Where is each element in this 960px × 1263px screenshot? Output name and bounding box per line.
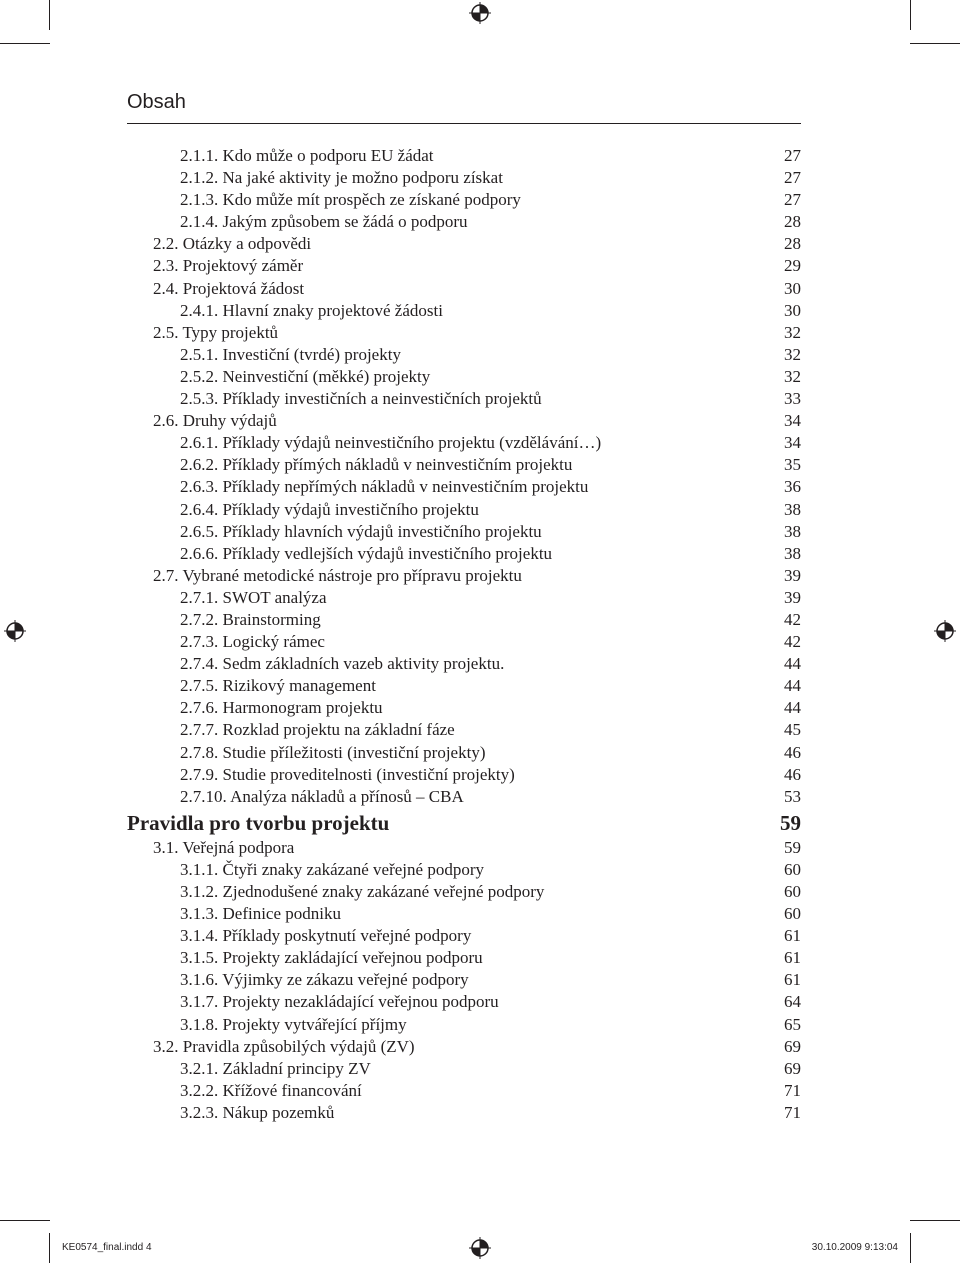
toc-entry-title	[180, 388, 542, 410]
toc-page-number: 35	[784, 455, 801, 475]
toc-entry-text: Projekty vytvářející příjmy	[222, 1014, 407, 1034]
toc-row	[127, 233, 801, 255]
toc-entry-title	[180, 1058, 371, 1080]
toc-entry-text: Rizikový management	[222, 676, 376, 696]
toc-entry-number: 3.1.	[153, 837, 179, 857]
toc-row	[127, 925, 801, 947]
toc-entry-text: Pravidla pro tvorbu projektu	[127, 810, 390, 835]
toc-entry-number: 3.1.2.	[180, 882, 219, 901]
toc-entry-number: 3.1.5.	[180, 948, 219, 968]
toc-entry-text: Zjednodušené znaky zakázané veřejné podpory	[222, 882, 545, 901]
toc-entry-title	[153, 255, 303, 277]
registration-mark-icon	[4, 620, 26, 642]
toc-row	[127, 300, 801, 322]
toc-page-number: 36	[784, 477, 801, 497]
slug-file: KE0574_final.indd 4	[62, 1242, 152, 1253]
toc-entry-text: Harmonogram projektu	[222, 698, 383, 718]
table-of-contents	[127, 145, 801, 1124]
toc-entry-title	[180, 969, 469, 991]
toc-page-number: 38	[784, 521, 801, 541]
toc-entry-title	[180, 991, 499, 1013]
toc-entry-number: 2.1.3.	[180, 190, 219, 210]
toc-row	[127, 587, 801, 609]
toc-page-number: 65	[784, 1014, 801, 1034]
toc-entry-title	[180, 859, 484, 881]
crop-mark	[49, 0, 50, 30]
toc-entry-number: 2.3.	[153, 256, 179, 276]
toc-entry-title	[180, 300, 443, 322]
toc-entry-title	[180, 1080, 362, 1102]
toc-page-number: 46	[784, 742, 801, 762]
toc-entry-title	[180, 521, 542, 543]
toc-page-number: 34	[784, 433, 801, 453]
toc-row	[127, 991, 801, 1013]
toc-entry-number: 2.2.	[153, 234, 179, 254]
toc-entry-number: 2.4.	[153, 278, 179, 298]
toc-entry-text: Křížové financování	[222, 1080, 362, 1100]
toc-entry-title	[180, 742, 485, 764]
toc-page-number: 46	[784, 764, 801, 784]
toc-page-number: 39	[784, 587, 801, 607]
toc-entry-number: 3.1.3.	[180, 904, 219, 924]
toc-page-number: 64	[784, 992, 801, 1012]
toc-page-number: 69	[784, 1036, 801, 1056]
toc-entry-text: Příklady výdajů neinvestičního projektu (vzdělávání…)	[222, 433, 602, 453]
toc-entry-title	[180, 925, 471, 947]
toc-entry-number: 2.6.5.	[180, 521, 219, 541]
page-title: Obsah	[127, 91, 186, 113]
toc-entry-title	[180, 1014, 407, 1036]
toc-entry-text: Příklady nepřímých nákladů v neinvestičním projektu	[222, 477, 589, 497]
toc-page-number: 32	[784, 366, 801, 386]
toc-row	[127, 388, 801, 410]
toc-row	[127, 742, 801, 764]
toc-entry-text: Příklady přímých nákladů v neinvestičním projektu	[222, 455, 573, 475]
toc-entry-number: 2.7.8.	[180, 742, 219, 762]
toc-page-number: 28	[784, 234, 801, 254]
toc-entry-title	[180, 653, 504, 675]
toc-row	[127, 786, 801, 808]
toc-entry-number: 3.1.7.	[180, 992, 219, 1012]
toc-entry-text: Investiční (tvrdé) projekty	[222, 344, 401, 364]
toc-entry-text: Definice podniku	[222, 904, 341, 924]
toc-page-number: 71	[784, 1080, 801, 1100]
toc-entry-number: 2.6.	[153, 411, 179, 431]
crop-mark	[0, 43, 50, 44]
toc-row	[127, 764, 801, 786]
toc-entry-text: Studie proveditelnosti (investiční projekty)	[222, 764, 515, 784]
toc-entry-title	[153, 233, 311, 255]
toc-entry-title	[180, 609, 321, 631]
toc-row	[127, 432, 801, 454]
toc-row	[127, 697, 801, 719]
toc-entry-title	[180, 631, 325, 653]
toc-entry-title	[153, 837, 294, 859]
toc-row	[127, 322, 801, 344]
toc-row	[127, 476, 801, 498]
header-divider	[127, 123, 801, 124]
toc-page-number: 60	[784, 859, 801, 879]
slug-timestamp: 30.10.2009 9:13:04	[811, 1242, 898, 1253]
toc-page-number: 27	[784, 190, 801, 210]
toc-entry-number: 2.7.10.	[180, 786, 227, 806]
toc-page-number: 34	[784, 411, 801, 431]
toc-entry-title	[180, 145, 434, 167]
toc-entry-number: 2.1.1.	[180, 146, 219, 165]
toc-page-number: 61	[784, 926, 801, 946]
toc-page-number: 61	[784, 948, 801, 968]
toc-row	[127, 543, 801, 565]
toc-entry-number: 2.6.6.	[180, 543, 219, 563]
toc-page-number: 33	[784, 389, 801, 409]
toc-row	[127, 454, 801, 476]
toc-entry-text: Otázky a odpovědi	[182, 234, 312, 254]
toc-entry-text: Veřejná podpora	[182, 837, 295, 857]
toc-page-number: 61	[784, 970, 801, 990]
toc-page-number: 59	[780, 810, 801, 835]
toc-entry-title	[180, 189, 521, 211]
toc-page-number: 59	[784, 837, 801, 857]
toc-row	[127, 278, 801, 300]
toc-page-number: 30	[784, 278, 801, 298]
toc-entry-title	[153, 1036, 415, 1058]
toc-entry-title	[180, 697, 383, 719]
toc-entry-text: Výjimky ze zákazu veřejné podpory	[222, 970, 469, 990]
toc-row	[127, 1102, 801, 1124]
toc-entry-text: Projektová žádost	[182, 278, 305, 298]
toc-entry-title	[153, 565, 522, 587]
toc-entry-number: 2.7.4.	[180, 654, 219, 674]
toc-entry-title	[180, 476, 588, 498]
toc-row	[127, 1036, 801, 1058]
toc-page-number: 44	[784, 654, 801, 674]
toc-entry-title	[180, 903, 341, 925]
toc-entry-number: 2.7.5.	[180, 676, 219, 696]
toc-row	[127, 881, 801, 903]
toc-entry-number: 3.2.3.	[180, 1102, 219, 1122]
registration-mark-icon	[934, 620, 956, 642]
toc-entry-number: 3.1.8.	[180, 1014, 219, 1034]
toc-entry-number: 2.5.1.	[180, 344, 219, 364]
toc-entry-number: 2.7.9.	[180, 764, 219, 784]
toc-entry-number: 2.5.3.	[180, 389, 219, 409]
toc-entry-number: 2.5.2.	[180, 366, 219, 386]
toc-entry-title	[180, 167, 503, 189]
toc-entry-title	[153, 322, 278, 344]
toc-row	[127, 366, 801, 388]
toc-row	[127, 145, 801, 167]
toc-entry-number: 2.7.2.	[180, 609, 219, 629]
toc-entry-text: Sedm základních vazeb aktivity projektu.	[222, 654, 505, 674]
toc-entry-title	[180, 786, 464, 808]
toc-entry-number: 2.1.4.	[180, 212, 219, 232]
toc-page-number: 42	[784, 632, 801, 652]
toc-page-number: 60	[784, 904, 801, 924]
toc-entry-title	[180, 1102, 334, 1124]
toc-entry-text: Jakým způsobem se žádá o podporu	[222, 212, 468, 232]
toc-entry-text: Logický rámec	[222, 632, 325, 652]
toc-page-number: 32	[784, 322, 801, 342]
toc-page-number: 45	[784, 720, 801, 740]
toc-entry-title	[153, 410, 277, 432]
toc-page-number: 38	[784, 543, 801, 563]
toc-row	[127, 211, 801, 233]
toc-page-number: 71	[784, 1102, 801, 1122]
toc-page-number: 38	[784, 499, 801, 519]
toc-entry-text: Projekty nezakládající veřejnou podporu	[222, 992, 499, 1012]
crop-mark	[910, 43, 960, 44]
toc-entry-number: 3.2.1.	[180, 1058, 219, 1078]
toc-row	[127, 859, 801, 881]
toc-entry-text: Druhy výdajů	[182, 411, 277, 431]
toc-page-number: 44	[784, 698, 801, 718]
toc-entry-number: 2.6.3.	[180, 477, 219, 497]
toc-entry-title	[180, 764, 515, 786]
toc-entry-text: Projekty zakládající veřejnou podporu	[222, 948, 483, 968]
toc-entry-text: Základní principy ZV	[222, 1058, 371, 1078]
toc-entry-text: Rozklad projektu na základní fáze	[222, 720, 455, 740]
toc-entry-title	[180, 587, 327, 609]
toc-entry-number: 2.4.1.	[180, 300, 219, 320]
toc-row	[127, 719, 801, 741]
toc-page-number: 42	[784, 609, 801, 629]
toc-entry-text: Analýza nákladů a přínosů – CBA	[230, 786, 464, 806]
toc-entry-title	[180, 454, 572, 476]
toc-entry-text: Vybrané metodické nástroje pro přípravu projektu	[182, 565, 522, 585]
toc-entry-text: Příklady investičních a neinvestičních projektů	[222, 389, 542, 409]
toc-row	[127, 167, 801, 189]
toc-entry-text: Studie příležitosti (investiční projekty)	[222, 742, 486, 762]
toc-page-number: 29	[784, 256, 801, 276]
toc-row	[127, 499, 801, 521]
toc-entry-number: 2.5.	[153, 322, 179, 342]
toc-page-number: 28	[784, 212, 801, 232]
toc-entry-number: 2.6.1.	[180, 433, 219, 453]
toc-entry-text: Na jaké aktivity je možno podporu získat	[222, 168, 503, 188]
toc-entry-number: 2.7.3.	[180, 632, 219, 652]
registration-mark-icon	[469, 2, 491, 24]
toc-row	[127, 344, 801, 366]
toc-row	[127, 653, 801, 675]
toc-page-number: 44	[784, 676, 801, 696]
toc-page-number: 39	[784, 565, 801, 585]
toc-row	[127, 189, 801, 211]
toc-entry-title	[180, 344, 401, 366]
toc-entry-text: Příklady výdajů investičního projektu	[222, 499, 479, 519]
toc-entry-number: 3.1.6.	[180, 970, 219, 990]
toc-page-number: 30	[784, 300, 801, 320]
toc-entry-text: Pravidla způsobilých výdajů (ZV)	[182, 1036, 415, 1056]
toc-page-number: 60	[784, 882, 801, 901]
toc-entry-number: 2.1.2.	[180, 168, 219, 188]
crop-mark	[0, 1220, 50, 1221]
toc-entry-text: Nákup pozemků	[222, 1102, 335, 1122]
toc-entry-title	[180, 211, 468, 233]
toc-row	[127, 631, 801, 653]
toc-entry-number: 2.7.1.	[180, 587, 219, 607]
toc-chapter-row	[127, 810, 801, 837]
toc-row	[127, 1014, 801, 1036]
crop-mark	[910, 1220, 960, 1221]
toc-entry-number: 2.6.4.	[180, 499, 219, 519]
toc-entry-text: Příklady poskytnutí veřejné podpory	[222, 926, 472, 946]
toc-page-number: 69	[784, 1058, 801, 1078]
registration-mark-icon	[469, 1237, 491, 1259]
toc-page-number: 32	[784, 344, 801, 364]
toc-entry-text: Příklady vedlejších výdajů investičního projektu	[222, 543, 553, 563]
toc-entry-text: Kdo může o podporu EU žádat	[222, 146, 434, 165]
toc-row	[127, 609, 801, 631]
toc-row	[127, 1058, 801, 1080]
crop-mark	[910, 0, 911, 30]
toc-row	[127, 903, 801, 925]
toc-row	[127, 837, 801, 859]
toc-entry-text: Projektový záměr	[182, 256, 304, 276]
crop-mark	[49, 1233, 50, 1263]
toc-entry-title	[180, 432, 601, 454]
toc-entry-number: 3.1.1.	[180, 859, 219, 879]
toc-entry-number: 2.7.7.	[180, 720, 219, 740]
toc-row	[127, 1080, 801, 1102]
toc-entry-title	[180, 881, 544, 903]
toc-entry-text: Hlavní znaky projektové žádosti	[222, 300, 443, 320]
toc-entry-text: Příklady hlavních výdajů investičního projektu	[222, 521, 542, 541]
toc-entry-text: Typy projektů	[182, 322, 279, 342]
toc-page-number: 27	[784, 168, 801, 188]
toc-entry-text: Brainstorming	[222, 609, 321, 629]
toc-row	[127, 521, 801, 543]
toc-entry-title	[153, 278, 304, 300]
toc-entry-text: Kdo může mít prospěch ze získané podpory	[222, 190, 521, 210]
toc-entry-title	[180, 366, 430, 388]
toc-row	[127, 255, 801, 277]
toc-entry-title	[180, 947, 483, 969]
toc-entry-title	[180, 719, 455, 741]
toc-entry-number: 3.2.	[153, 1036, 179, 1056]
toc-row	[127, 565, 801, 587]
toc-row	[127, 969, 801, 991]
toc-entry-number: 3.1.4.	[180, 926, 219, 946]
toc-page-number: 53	[784, 786, 801, 806]
toc-row	[127, 410, 801, 432]
toc-entry-number: 2.7.6.	[180, 698, 219, 718]
toc-row	[127, 947, 801, 969]
toc-entry-title	[127, 810, 389, 837]
toc-entry-title	[180, 543, 552, 565]
toc-entry-title	[180, 499, 479, 521]
toc-entry-title	[180, 675, 376, 697]
toc-entry-text: SWOT analýza	[222, 587, 327, 607]
toc-entry-number: 2.7.	[153, 565, 179, 585]
toc-entry-number: 2.6.2.	[180, 455, 219, 475]
toc-entry-text: Neinvestiční (měkké) projekty	[222, 366, 431, 386]
toc-page-number: 27	[784, 146, 801, 165]
toc-entry-number: 3.2.2.	[180, 1080, 219, 1100]
toc-entry-text: Čtyři znaky zakázané veřejné podpory	[222, 859, 484, 879]
crop-mark	[910, 1233, 911, 1263]
toc-row	[127, 675, 801, 697]
